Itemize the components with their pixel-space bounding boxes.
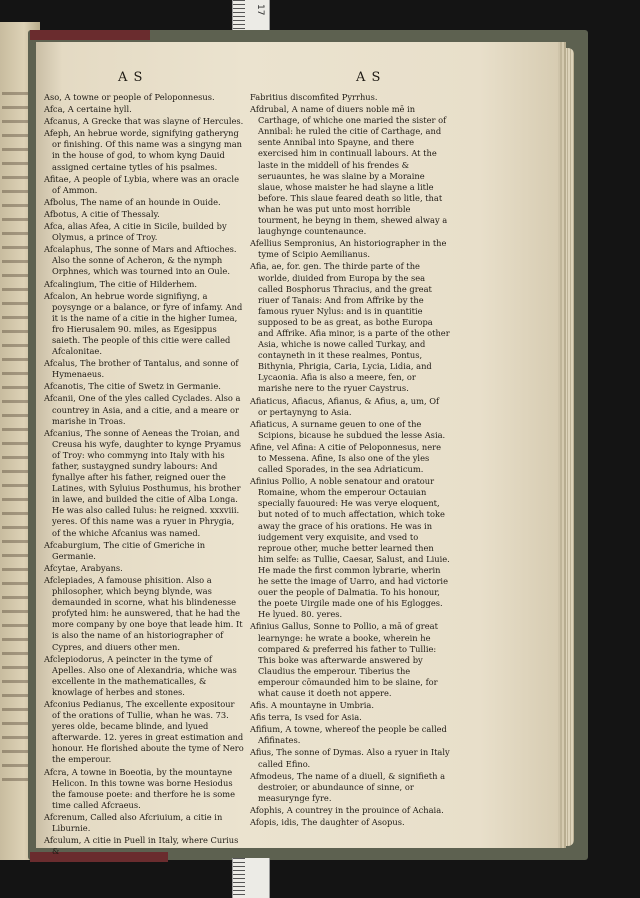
dictionary-entry: Fabritius discomfited Pyrrhus. [250,92,378,102]
running-head-right: A S [356,70,382,85]
dictionary-entry: Afdrubal, A name of diuers noble mē in Carthage, of whiche one maried the sister of Annibal: he ruled the citie of Carthage, and sente Annibal into Spayne, and there exercised him in continuall labours. At the laste in the middell of his frendes & seruauntes, he was slaine by a Moraine slaue, whose maister he had slayne a litle before. This slaue feared death so litle, that whan he was put unto most horrible tourment, he beyng in them, shewed alway a laughynge countenaunce. [250,104,448,237]
dictionary-entry: Afcytae, Arabyans. [44,562,123,573]
dictionary-entry: Afclepiades, A famouse phisition. Also a philosopher, which beyng blynde, was demaunded in scorne, what his blindenesse profyted him: he aunswered, that he had the more company by one boye that leade him. It is also the name of an historiographer of Cypres, and diuers other men. [44,574,243,652]
dictionary-entry: Afbolus, The name of an hounde in Ouide. [44,196,221,207]
dictionary-entry: Afca, alias Afea, A citie in Sicile, builded by Olymus, a prince of Troy. [44,221,227,243]
dictionary-entry: Afius, The sonne of Dymas. Also a ryuer in Italy called Efino. [250,747,450,769]
dictionary-entry: Afcanius, The sonne of Aeneas the Troian, and Creusa his wyfe, daughter to kynge Pryamus of Troy: who commyng into Italy with his father, sustaygned sundry labours: And fynallye after his father, reigned ouer the Latines, with Syluius Posthumus, his brother in lawe, and builded the citie of Alba Longa. He was also called Iulus: he reigned. xxxviii. yeres. Of this name was a ryuer in Phrygia, of the whiche Afcanius was named. [44,427,241,538]
dictionary-entry: Afinius Pollio, A noble senatour and oratour Romaine, whom the emperour Octauian specially fauoured: He was verye eloquent, but noted of to much affectation, which toke away the grace of his orations. He was in iudgement very exquisite, and vsed to reproue other, muche better learned then him selfe: as Tullie, Caesar, Salust, and Liuie. He made the first common lybrarie, wherin he sette the image of Uarro, and had victorie ouer the people of Dalmatia. To his honour, the poete Uirgile made one of his Eglogges. He lyued. 80. yeres. [250,476,450,620]
book-page [36,42,558,857]
dictionary-entry: Afitae, A people of Lybia, where was an oracle of Ammon. [44,173,240,195]
scale-ruler-top [232,0,270,30]
left-column [44,92,244,858]
running-head-left: A S [118,70,144,85]
dictionary-entry: Afcalaphus, The sonne of Mars and Aftioches. Also the sonne of Acheron, & the nymph Orphnes, which was tourned into an Oule. [44,244,237,277]
dictionary-entry: Afcaburgium, The citie of Gmeriche in Germanie. [44,539,206,561]
dictionary-entry: Afiaticus, Afiacus, Afianus, & Afius, a, um, Of or pertaynyng to Asia. [250,395,440,417]
dictionary-entry: Afcanii, One of the yles called Cyclades. Also a countrey in Asia, and a citie, and a meare or marishe in Troas. [44,393,241,426]
dictionary-entry: Afinius Gallus, Sonne to Pollio, a mā of great learnynge: he wrate a booke, wherein he compared & preferred his father to Tullie: This boke was afterwarde answered by Claudius the emperour. Tiberius the emperour cōmaunded him to be slaine, for what cause it doeth not appere. [250,621,438,698]
dictionary-entry: Afine, vel Afina: A citie of Peloponnesus, nere to Messena. Afine, Is also one of the yles called Sporades, in the sea Adriaticum. [250,441,442,475]
dictionary-entry: Afcrenum, Called also Afcriuium, a citie in Liburnie. [44,811,223,833]
dictionary-entry: Afca, A certaine hyll. [44,104,132,115]
dictionary-entry: Afbotus, A citie of Thessaly. [44,208,160,219]
scale-ruler-bottom-overlay [232,858,270,898]
dictionary-entry: Afmodeus, The name of a diuell, & signifieth a destroier, or abundaunce of sinne, or measurynge fyre. [250,770,446,803]
dictionary-entry: Aso, A towne or people of Peloponnesus. [44,92,215,102]
dictionary-entry: Afcalingium, The citie of Hilderhem. [44,278,198,289]
dictionary-entry: Afcra, A towne in Boeotia, by the mountayne Helicon. In this towne was borne Hesiodus the famouse poete: and therfore he is some time called Afcraeus. [44,766,235,810]
dictionary-entry: Afifium, A towne, whereof the people be called Afifinates. [250,724,447,746]
dictionary-entry: Afellius Sempronius, An historiographer in the tyme of Scipio Aemilianus. [250,238,447,260]
dictionary-entry: Afclepiodorus, A peincter in the tyme of Apelles. Also one of Alexandria, whiche was excellente in the mathematicalles, & knowlage of herbes and stones. [44,653,237,697]
dictionary-entry: Afcalon, An hebrue worde signifiyng, a poysynge or a balance, or fyre of infamy. And it is the name of a citie in the higher Iumea, fro Hierusalem 90. miles, as Egesippus saieth. The people of this citie were called Afcalonitae. [44,290,243,357]
dictionary-entry: Afconius Pedianus, The excellente expositour of the orations of Tullie, whan he was. 73. yeres olde, became blinde, and lyued afterwarde. 12. yeres in great estimation and honour. He florished aboute the tyme of Nero the emperour. [44,698,244,765]
dictionary-entry: Afcalus, The brother of Tantalus, and sonne of Hymenaeus. [44,358,239,380]
dictionary-entry: Afis terra, Is vsed for Asia. [250,712,362,723]
ruler-label: 17 [255,4,265,16]
dictionary-entry: Afis. A mountayne in Umbria. [250,700,374,711]
dictionary-entry: Afcanotis, The citie of Swetz in Germanie. [44,381,221,392]
dictionary-entry: Afopis, idis, The daughter of Asopus. [250,817,405,827]
dictionary-entry: Afcanus, A Grecke that was slayne of Hercules. [44,116,244,127]
dictionary-entry: Afeph, An hebrue worde, signifying gatheryng or finishing. Of this name was a singyng man in the house of god, to whom kyng Dauid assigned certaine tytles of his psalmes. [44,128,242,172]
right-column [250,92,450,829]
dictionary-entry: Afculum, A citie in Puell in Italy, where Curius & [44,835,239,857]
cover-binding-strip-top [30,30,150,40]
dictionary-entry: Afia, ae, for. gen. The thirde parte of the worlde, diuided from Europa by the sea called Bosphorus Thracius, and the great riuer of Tanais: And from Affrike by the famous ryuer Nylus: and is in quantitie supposed to be as great, as bothe Europa and Affrike. Afia minor, is a parte of the other Asia, whiche is nowe called Turkay, and contayneth in it these realmes, Pontus, Bithynia, Phrigia, Caria, Lycia, Lidia, and Lycaonia. Afia is also a meere, fen, or marishe nere to the ryuer Caystrus. [250,261,450,394]
dictionary-entry: Afiaticus, A surname geuen to one of the Scipions, bicause he subdued the lesse Asia. [250,418,446,440]
dictionary-entry: Afophis, A countrey in the prouince of Achaia. [250,804,444,815]
page-block-edge [556,48,574,846]
